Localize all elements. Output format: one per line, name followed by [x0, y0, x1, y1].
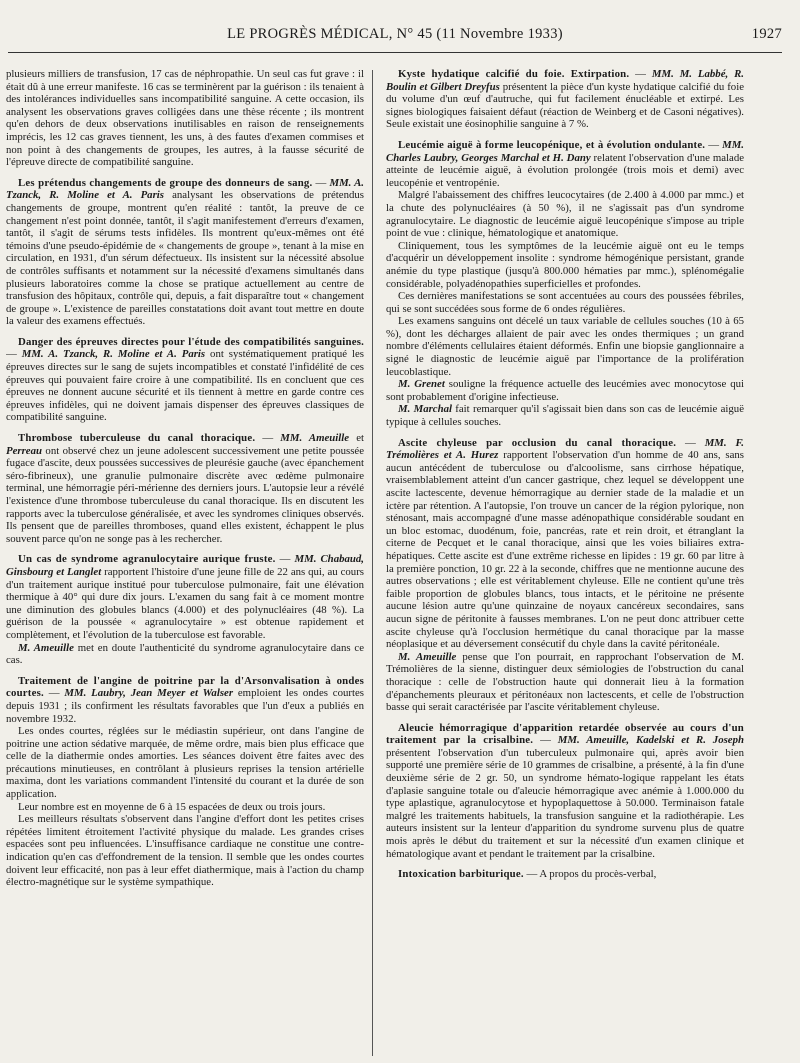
discussant: M. Grenet [398, 378, 445, 391]
article-body: ont systématiquement pratiqué les épreuves directes sur le sang de sujets incompatibles et constaté l'infidélité de ces épreuves qui pouvaient faire croire à une compatibilité. Ils en concluent que ces épreuves ne donnent aucune sécurité et ils tiennent à mettre en garde contre ces épreuves infidèles, qui ne doivent jamais dispenser des épreuves classiques de compatibilité sanguine. [6, 348, 364, 424]
page-number: 1927 [751, 26, 782, 42]
article-authors: MM. Charles Laubry, Georges Marchal et H. Dany [386, 138, 744, 164]
article-body: rapportent l'histoire d'une jeune fille de 22 ans qui, au cours d'un traitement aurique institué pour tuberculose pulmonaire, fait une élévation thermique à 40° qui dure dix jours. L'examen du sang fait à ce moment montre une diminution des globules blancs (4.000) et des polynucléaires (48 %). La guérison de la poussée « agranulocytaire » est obtenue rapidement et complètement, et l'évolution de la tuberculose est favorable. [6, 565, 364, 641]
page-header [8, 26, 782, 48]
article-body: emploient les ondes courtes depuis 1931 ; ils confirment les résultats favorables que l'un d'eux a publiés en novembre 1932. [6, 687, 364, 725]
article-authors: MM. Ameuille [280, 432, 350, 445]
article-angine [6, 675, 364, 889]
article-thrombose [6, 432, 364, 545]
discussant: M. Ameuille [398, 650, 457, 663]
article-intoxication [386, 868, 744, 881]
paragraph: Malgré l'abaissement des chiffres leucocytaires (de 2.400 à 4.000 par mmc.) et la chute des polynucléaires (à 50 %), il ne s'agissait pas d'un syndrome agranulocytaire. Le diagnostic de leucémie aiguë leucopénique s'impose au triple point de vue : clinique, hématologique et anatomique. [386, 189, 744, 240]
article-heading: Traitement de l'angine de poitrine par la d'Arsonvalisation à ondes courtes. [6, 674, 364, 700]
paragraph: Les examens sanguins ont décelé un taux variable de cellules souches (10 à 65 %), dont les décharges allaient de pair avec les ondes thermiques ; un grand nombre d'éléments cellulaires étaient déformés. Enfin une biopsie ganglionnaire a signé le diagnostic de leucémie aiguë par l'importance de la prolifération leucoblastique. [386, 315, 744, 378]
paragraph: Ces dernières manifestations se sont accentuées au cours des poussées fébriles, qui se sont succédées sous forme de 6 ondes régulières. [386, 290, 744, 315]
dash: — [676, 436, 705, 449]
article-authors: MM. A. Tzanck, R. Moline et A. Paris [6, 176, 364, 202]
article-leucemie [386, 139, 744, 429]
article-groupe-donneurs [6, 177, 364, 328]
left-column [6, 68, 364, 1060]
dash: — [255, 432, 281, 445]
header-rule [8, 52, 782, 53]
article-body: rapportent l'observation d'un homme de 40 ans, sans aucun antécédent de tuberculose ou d'alcoolisme, sans cirrhose hépatique, vraisemblablement atteint d'un cancer gastrique, chez lequel se développent une ascite lactescente, devenue hémorragique au dernier stade de la maladie et un ictère par rétention. A l'autopsie, l'on trouve un cancer de la région pylorique, non sténosant, mais accompagné d'une masse adénopathique considérable soudant en un bloc estomac, duodénum, foie, pancréas, rate et rein droit, et étranglant la citerne de Pecquet et le canal thoracique, ainsi que les voies biliaires extra-hépatiques. Cette ascite est d'une extrême richesse en lipides : 19 gr. 60 par litre à la première ponction, 10 gr. 22 à la seconde, chiffres que ne mentionne aucune des autres observations ; elle est véritablement chyleuse. Elle ne contient qu'une très faible proportion de globules blancs, tous intacts, et le péritoine ne présente aucune lésion autre qu'une quinzaine de noyaux cancéreux secondaires, sans aucun signe de péritonite à fausses membranes. L'on ne peut donc attribuer cette ascite chyleuse qu'à l'occlusion hermétique du canal thoracique par la masse néoplasique et au déversement consécutif du chyle dans la cavité péritonéale. [386, 449, 744, 651]
conjunction: et [349, 432, 364, 445]
dash: — [6, 348, 22, 361]
article-epreuves-directes [6, 336, 364, 424]
article-body: présentent la pièce d'un kyste hydatique calcifié du foie du volume d'un œuf d'autruche, qui fut facilement énucléable et extirpé. Les signes biologiques faisaient défaut (réaction de Weinberg et de Casoni négatives). Seule existait une éosinophilie sanguine à 7 %. [386, 80, 744, 131]
article-heading: Intoxication barbiturique. [398, 868, 524, 881]
article-heading: Kyste hydatique calcifié du foie. Extirpation. [398, 68, 630, 80]
paragraph: plusieurs milliers de transfusion, 17 cas de néphropathie. Un seul cas fut grave : il était dû à une erreur manifeste. 16 cas se terminèrent par la guérison : ils tenaient à des intolérances individuelles sans incompatibilité sanguine. A cette occasion, ils analysent les observations graves colligées dans une thèse récente ; ils montrent qu'en dehors de deux observations inutilisables en raison de renseignements imprécis, les 12 cas graves tiennent, les uns, à des fautes d'examen commises et non point à des changements de groupes, les autres, à la fausse sécurité de l'épreuve directe de compatibilité sanguine. [6, 68, 364, 169]
article-heading: Thrombose tuberculeuse du canal thoracique. [18, 432, 256, 445]
article-authors: MM. A. Tzanck, R. Moline et A. Paris [21, 348, 206, 361]
paragraph: Cliniquement, tous les symptômes de la leucémie aiguë ont eu le temps d'acquérir un développement insolite : syndrome hémogénique persistant, grande anémie du type plastique (jusqu'à 800.000 hématies par mmc.), splénomégalie considérable, polyadénopathies superficielles et profondes. [386, 239, 744, 290]
dash: — [705, 138, 723, 151]
article-agranulocytaire [6, 553, 364, 666]
article-continued [6, 68, 364, 169]
article-body: ont observé chez un jeune adolescent successivement une petite poussée fugace d'ascite, deux poussées successives de pleurésie gauche (avec épanchement séro-fibrineux), une granulie pulmonaire discrète avec œdème pulmonaire terminal, une hémorragie péri-mérienne des derniers jours. L'autopsie leur a révélé l'existence d'une thrombose tuberculeuse du canal thoracique. Ils en discutent les rapports avec la tuberculose généralisée, et avec les syndromes cliniques observés. Ils pensent que de pareilles thromboses, quand elles existent, échappent le plus souvent parce qu'on ne songe pas à les rechercher. [6, 444, 364, 545]
discussant: M. Marchal [398, 403, 452, 416]
discussant: M. Ameuille [18, 641, 74, 654]
article-heading: Danger des épreuves directes pour l'étude des compatibilités sanguines. [18, 335, 364, 348]
article-heading: Les prétendus changements de groupe des donneurs de sang. [18, 176, 313, 189]
article-body: présentent l'observation d'un tuberculeux pulmonaire qui, après avoir bien supporté une première série de 10 grammes de crisalbine, a présenté, à la fin d'une deuxième série de 2 gr. 50, un syndrome hémato-logique rappelant les états d'aplasie sanguine totale ou d'aleucie hémorragique avec anémie à 1.000.000 du type aplastique, agranulocytose et hypoplaquettose à 50.000. Terminaison fatale malgré les traitements habituels, la transfusion sanguine et la radiothérapie. Les auteurs insistent sur la lenteur d'apparition du syndrome survenu plus de quatre mois après le début du traitement et sur la nécessité d'un examen clinique et hématologique avant et pendant le traitement par la crisalbine. [386, 746, 744, 860]
article-authors: MM. Laubry, Jean Meyer et Walser [64, 687, 234, 700]
paragraph: fait remarquer qu'il s'agissait bien dans son cas de leucémie aiguë typique à cellules souches. [386, 403, 744, 429]
dash: — [312, 176, 330, 189]
article-body: A propos du procès-verbal, [539, 868, 657, 881]
article-heading: Aleucie hémorragique d'apparition retardée observée au cours d'un traitement par la crisalbine. [386, 721, 744, 747]
article-authors: MM. M. Labbé, R. Boulin et Gilbert Dreyfus [386, 68, 744, 93]
paragraph: met en doute l'authenticité du syndrome agranulocytaire dans ce cas. [6, 641, 364, 667]
dash: — [629, 68, 652, 80]
article-kyste [386, 68, 744, 131]
column-divider [372, 70, 373, 1056]
article-authors: MM. Ameuille, Kadelski et R. Joseph [557, 734, 744, 747]
dash: — [275, 553, 295, 566]
article-aleucie [386, 722, 744, 861]
journal-title: LE PROGRÈS MÉDICAL, N° 45 (11 Novembre 1933) [227, 26, 563, 42]
article-heading: Ascite chyleuse par occlusion du canal thoracique. [398, 436, 677, 449]
dash: — [523, 868, 540, 881]
article-authors: Perreau [6, 444, 42, 457]
paragraph: Leur nombre est en moyenne de 6 à 15 espacées de deux ou trois jours. [18, 800, 326, 813]
paragraph: souligne la fréquence actuelle des leucémies avec monocytose qui sont probablement d'origine infectieuse. [386, 378, 744, 403]
article-ascite [386, 437, 744, 714]
article-authors: MM. F. Trémolières et A. Hurez [386, 436, 744, 462]
article-authors: MM. Chabaud, Ginsbourg et Langlet [6, 553, 364, 578]
right-column [386, 68, 744, 1060]
dash: — [43, 687, 65, 700]
article-body: relatent l'observation d'une malade atteinte de leucémie aiguë, à évolution prolongée (trois mois et demi) avec leucopénie et ventropénie. [386, 151, 744, 189]
paragraph: pense que l'on pourrait, en rapprochant l'observation de M. Trémolières de la sienne, distinguer deux sémiologies de l'obstruction du canal thoracique : celle de l'obstruction haute qui donnerait lieu à la formation d'épanchements pleuraux et péritonéaux non lactescents, et celle de l'obstruction basse qui serait caractérisée par l'ascite véritablement chyleuse. [386, 650, 744, 714]
article-heading: Un cas de syndrome agranulocytaire aurique fruste. [18, 553, 276, 566]
dash: — [533, 734, 558, 747]
paragraph: Les meilleurs résultats s'observent dans l'angine d'effort dont les petites crises répétées limitent étroitement l'activité physique du malade. Les grandes crises espacées sont peu influencées. L'insuffisance cardiaque ne constitue une contre-indication qu'en cas d'effondrement de la tension. Il semble que les ondes courtes doivent leur efficacité, non pas à leur effet diathermique, mais à l'action du champ électro-magnétique sur le système sympathique. [6, 813, 364, 889]
paragraph: Les ondes courtes, réglées sur le médiastin supérieur, ont dans l'angine de poitrine une action sédative marquée, de même ordre, mais bien plus efficace que celle de la diathermie ondes amorties. Les séances doivent être faites avec des précautions minutieuses, en contrôlant à plusieurs reprises la tension artérielle maxima, dont les variations commandent l'intensité du courant et la durée de son application. [6, 725, 364, 801]
article-body: analysant les observations de prétendus changements de groupe, montrent qu'en réalité : tantôt, la preuve de ce changement n'est point donnée, tantôt, il s'agit manifestement d'erreurs d'examen, tantôt, il s'agit de sérums tests infidèles. Ils montrent qu'eux-mêmes ont été témoins d'une pseudo-épidémie de « changements de groupe », tenant à la mise en circulation, en 1931, d'un sérum défectueux. Ils insistent sur la nécessité absolue de contrôles suffisants et notamment sur la nécessité d'examens simultanés dans plusieurs laboratoires comme la chose se pratique actuellement au centre de transfusion des hôpitaux, contrôle qui, depuis, a fait disparaître tout « changement de groupe ». L'existence de pareilles constatations doit avant tout mettre en doute la valeur des examens effectués. [6, 189, 364, 328]
article-heading: Leucémie aiguë à forme leucopénique, et à évolution ondulante. [398, 138, 706, 151]
